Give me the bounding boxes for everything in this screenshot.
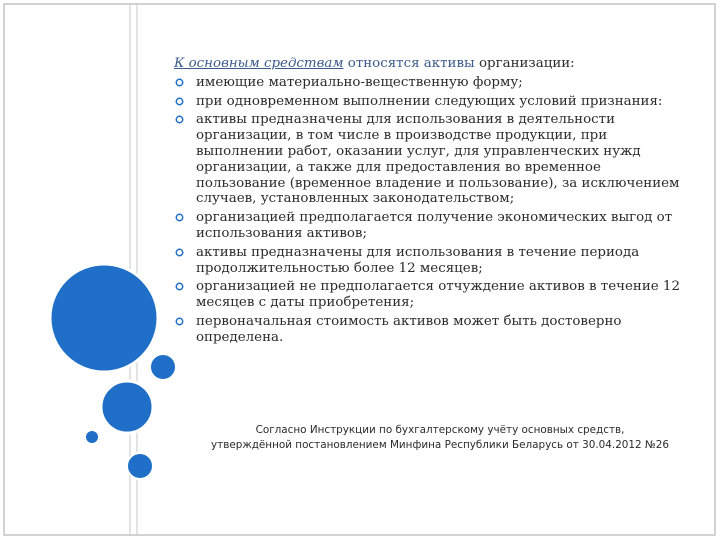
list-item — [174, 75, 684, 91]
bullet-list — [174, 75, 684, 346]
bullet-icon — [175, 282, 184, 291]
bullet-icon — [175, 97, 184, 106]
bullet-icon — [175, 213, 184, 222]
source-footnote — [190, 423, 690, 453]
heading-rest: организации: — [478, 56, 575, 71]
small-blue-circle-bottom — [127, 453, 153, 479]
footnote-line-1: Согласно Инструкции по бухгалтерскому учёту основных средств, — [255, 424, 625, 436]
list-item-text: организацией не предполагается отчуждение активов в течение 12 месяцев с даты приобретения; — [196, 279, 680, 311]
tiny-blue-circle — [86, 431, 98, 443]
list-item — [174, 112, 684, 207]
small-blue-circle-right — [150, 354, 176, 380]
heading-verb: относятся активы — [347, 56, 475, 71]
list-item-text: при одновременном выполнении следующих условий признания: — [196, 93, 663, 109]
list-item-text: первоначальная стоимость активов может быть достоверно определена. — [196, 313, 622, 345]
list-item-text: активы предназначены для использования в деятельности организации, в том числе в производстве продукции, при выполнении работ, оказании услуг, для управленческих нужд организации, а также для предоставления во временное пользование (временное владение и пользование), за исключением случаев, установленных законодательством; — [196, 112, 680, 207]
medium-blue-circle — [101, 381, 153, 433]
list-item — [174, 279, 684, 311]
list-item-text: организацией предполагается получение экономических выгод от использования активов; — [196, 210, 673, 241]
bullet-icon — [175, 115, 184, 124]
list-item — [174, 94, 684, 110]
list-item — [174, 314, 684, 346]
slide-heading — [174, 56, 684, 72]
heading-term: К основным средствам — [174, 56, 344, 71]
bullet-icon — [175, 317, 184, 326]
list-item — [174, 210, 684, 242]
footnote-line-2: утверждённой постановлением Минфина Республики Беларусь от 30.04.2012 №26 — [211, 439, 669, 451]
list-item-text: имеющие материально-вещественную форму; — [196, 74, 523, 90]
slide-content — [174, 56, 684, 349]
list-item-text: активы предназначены для использования в течение периода продолжительностью более 12 месяцев; — [196, 244, 640, 276]
list-item — [174, 245, 684, 277]
bullet-icon — [175, 78, 184, 87]
bullet-icon — [175, 248, 184, 257]
large-blue-circle — [50, 264, 158, 372]
